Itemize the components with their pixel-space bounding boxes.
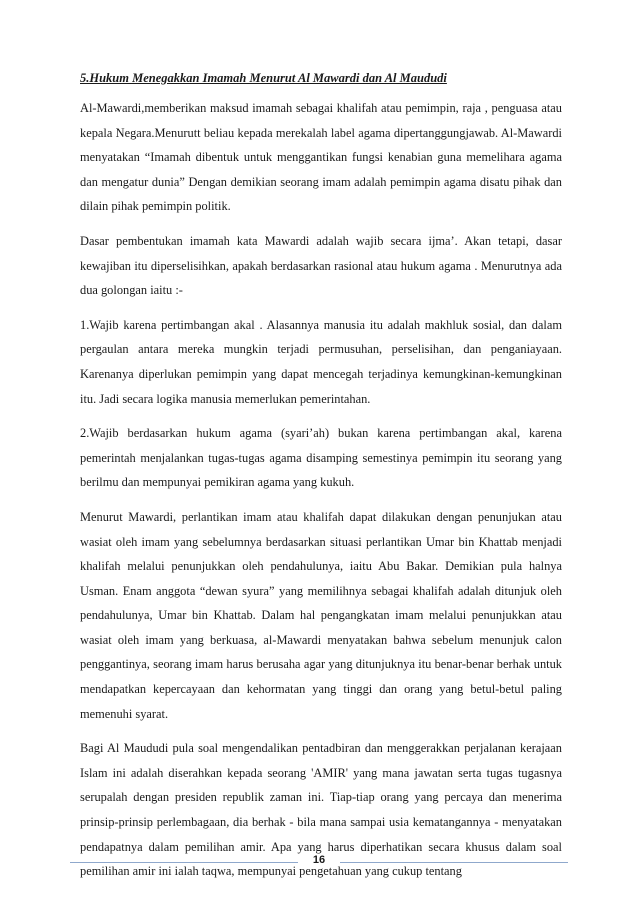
footer-rule-right <box>340 862 568 863</box>
paragraph-wajib-akal: 1.Wajib karena pertimbangan akal . Alasannya manusia itu adalah makhluk sosial, dan dalam pergaulan antara mereka mungkin terjadi permusuhan, perselisihan, dan penganiayaan. Karenanya diperlukan pemimpin yang dapat mencegah terjadinya kemungkinan-kemungkinan itu. Jadi secara logika manusia memerlukan pemerintahan. <box>80 317 562 406</box>
page-number: 16 <box>312 854 326 866</box>
page-content <box>80 70 562 894</box>
section-heading: 5.Hukum Menegakkan Imamah Menurut Al Mawardi dan Al Maududi <box>80 71 447 85</box>
page-footer <box>0 850 638 874</box>
paragraph-dasar-pembentukan: Dasar pembentukan imamah kata Mawardi adalah wajib secara ijma’. Akan tetapi, dasar kewajiban itu diperselisihkan, apakah berdasarkan rasional atau hukum agama . Menurutnya ada dua golongan iaitu :- <box>80 233 562 298</box>
paragraph-perlantikan: Menurut Mawardi, perlantikan imam atau khalifah dapat dilakukan dengan penunjukan atau wasiat oleh imam yang sebelumnya berdasarkan situasi perlantikan Umar bin Khattab menjadi khalifah melalui penunjukkan oleh pendahulunya, iaitu Abu Bakar. Demikian pula halnya Usman. Enam anggota “dewan syura” yang memilihnya sebagai khalifah adalah ditunjuk oleh pendahulunya, Umar bin Khattab. Dalam hal pengangkatan imam melalui penunjukkan atau wasiat oleh imam yang berkuasa, al-Mawardi menyatakan bahwa sebelum menunjuk calon penggantinya, seorang imam harus berusaha agar yang ditunjuknya itu benar-benar berhak untuk mendapatkan kepercayaan dan kehormatan yang tinggi dan orang yang betul-betul paling memenuhi syarat. <box>80 509 562 721</box>
footer-rule-left <box>70 862 298 863</box>
paragraph-wajib-agama: 2.Wajib berdasarkan hukum agama (syari’ah) bukan karena pertimbangan akal, karena pemerintah menjalankan tugas-tugas agama disamping semestinya pemimpin itu seorang yang berilmu dan mempunyai pemikiran agama yang kukuh. <box>80 426 562 490</box>
paragraph-maududi: Bagi Al Maududi pula soal mengendalikan pentadbiran dan menggerakkan perjalanan kerajaan Islam ini adalah diserahkan kepada seorang 'AMIR' yang mana jawatan serta tugas tugasnya serupalah dengan presiden republik zaman ini. Tiap-tiap orang yang percaya dan menerima prinsip-prinsip perlembagaan, dia berhak - bila mana sampai usia kematangannya - menyatakan pendapatnya dalam pemilihan amir. Apa yang harus diperhatikan secara khusus dalam soal pemilihan amir ini ialah taqwa, mempunyai pengetahuan yang cukup tentang <box>80 741 562 879</box>
paragraph-mawardi-definition: Al-Mawardi,memberikan maksud imamah sebagai khalifah atau pemimpin, raja , penguasa atau kepala Negara.Menurutt beliau kepada merekalah label agama dipertanggungjawab. Al-Mawardi menyatakan “Imamah dibentuk untuk menggantikan fungsi kenabian guna memelihara agama dan mengatur dunia” Dengan demikian seorang imam adalah pemimpin agama disatu pihak dan dilain pihak pemimpin politik. <box>80 101 562 214</box>
